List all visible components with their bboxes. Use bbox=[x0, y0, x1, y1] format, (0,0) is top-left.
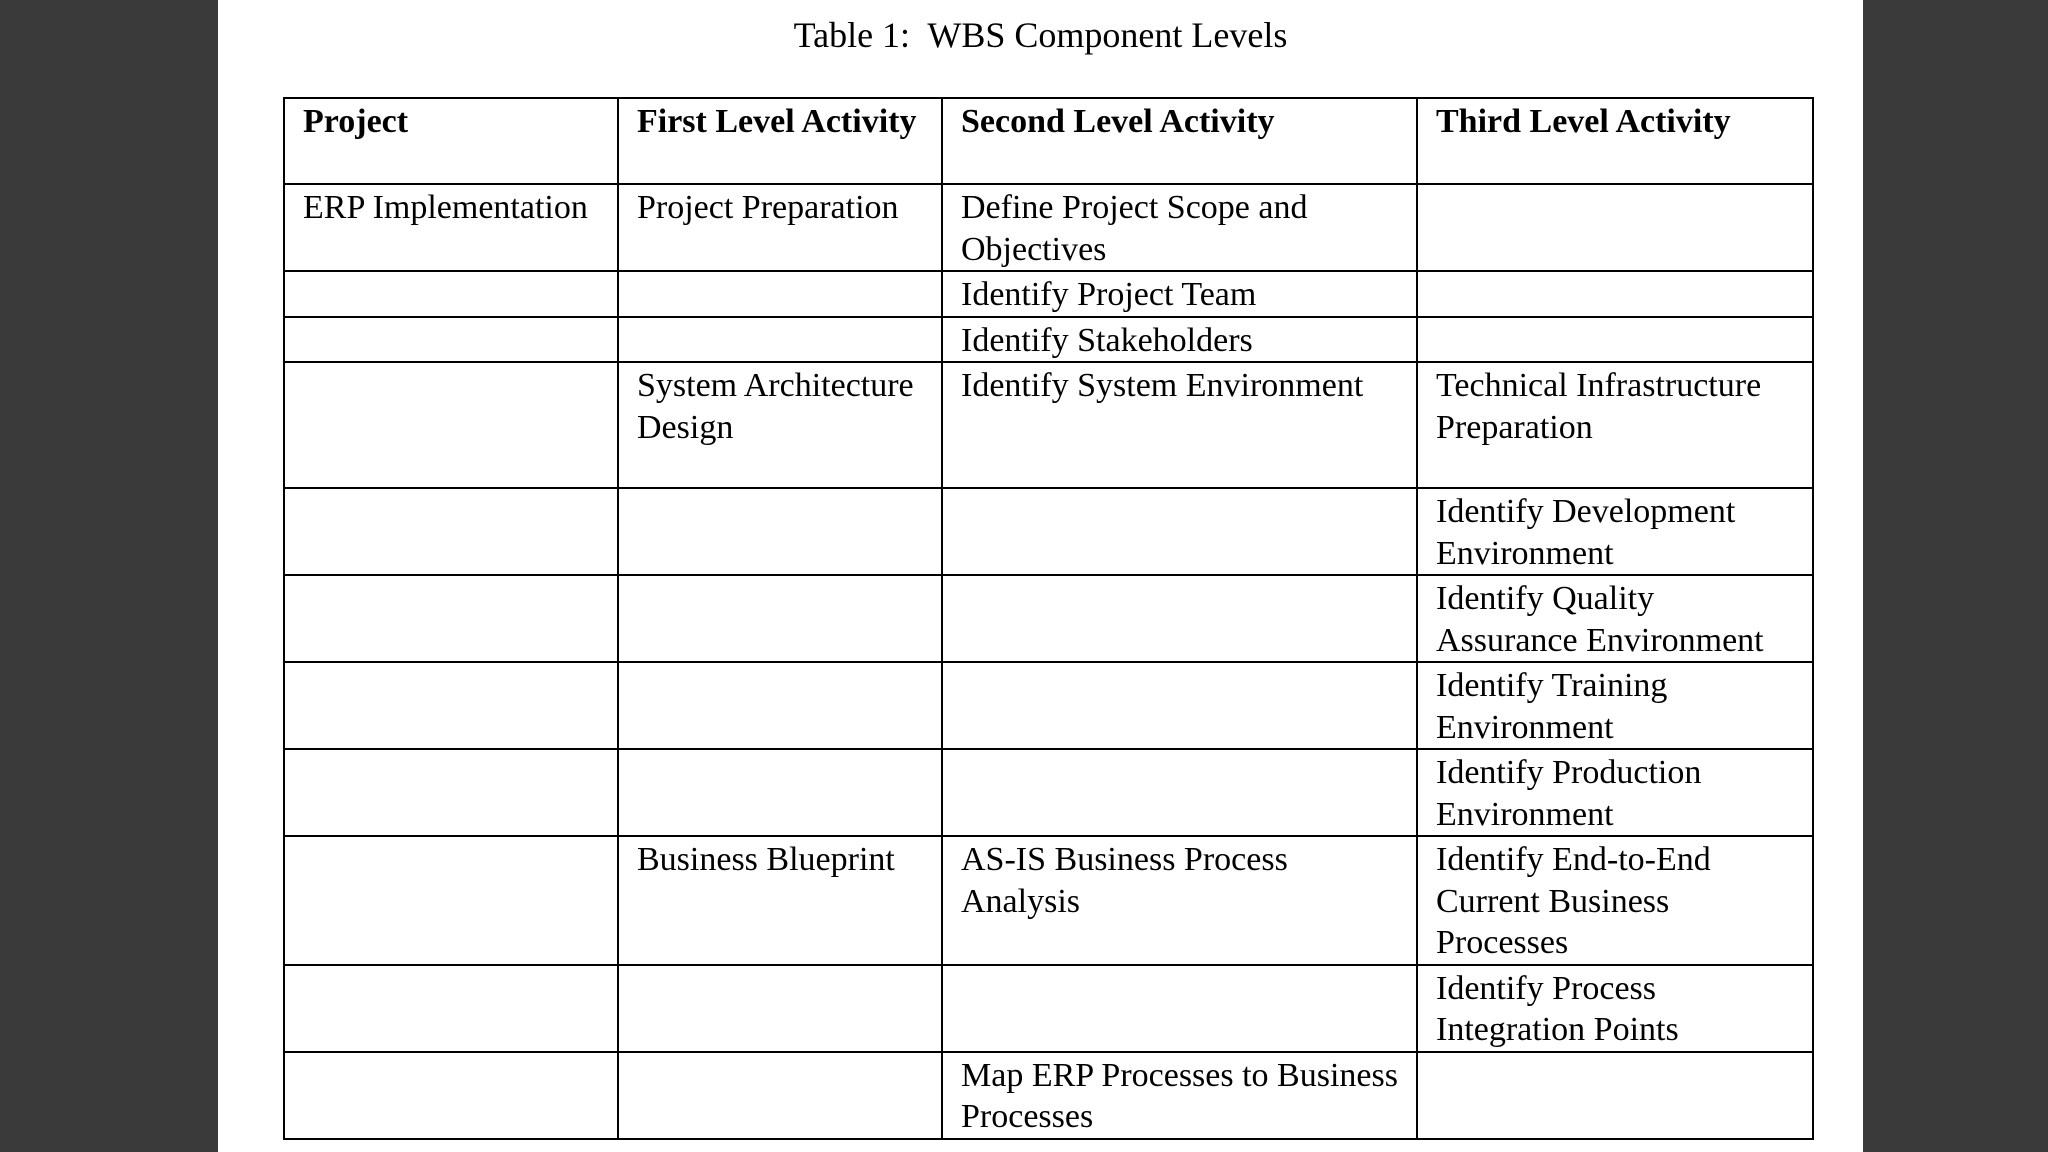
table-row bbox=[284, 575, 1813, 662]
header-third-level-activity: Third Level Activity bbox=[1417, 98, 1813, 184]
cell-second-level: Define Project Scope and Objectives bbox=[942, 184, 1417, 271]
cell-first-level bbox=[618, 749, 942, 836]
cell-first-level bbox=[618, 271, 942, 317]
cell-third-level bbox=[1417, 317, 1813, 363]
cell-third-level: Identify Process Integration Points bbox=[1417, 965, 1813, 1052]
cell-first-level: System Architecture Design bbox=[618, 362, 942, 488]
cell-project bbox=[284, 317, 618, 363]
table-header-row bbox=[284, 98, 1813, 184]
cell-project bbox=[284, 836, 618, 965]
cell-third-level bbox=[1417, 184, 1813, 271]
cell-third-level: Technical Infrastructure Preparation bbox=[1417, 362, 1813, 488]
cell-first-level: Business Blueprint bbox=[618, 836, 942, 965]
cell-first-level bbox=[618, 575, 942, 662]
table-row bbox=[284, 271, 1813, 317]
cell-project bbox=[284, 362, 618, 488]
header-second-level-activity: Second Level Activity bbox=[942, 98, 1417, 184]
table-caption: Table 1: WBS Component Levels bbox=[793, 15, 1288, 55]
table-row bbox=[284, 749, 1813, 836]
cell-third-level: Identify Development Environment bbox=[1417, 488, 1813, 575]
cell-project bbox=[284, 662, 618, 749]
cell-project bbox=[284, 575, 618, 662]
table-row bbox=[284, 488, 1813, 575]
cell-second-level bbox=[942, 662, 1417, 749]
cell-second-level bbox=[942, 965, 1417, 1052]
header-first-level-activity: First Level Activity bbox=[618, 98, 942, 184]
table-row bbox=[284, 965, 1813, 1052]
cell-project bbox=[284, 1052, 618, 1139]
cell-first-level bbox=[618, 488, 942, 575]
cell-third-level bbox=[1417, 1052, 1813, 1139]
cell-first-level bbox=[618, 1052, 942, 1139]
cell-project bbox=[284, 965, 618, 1052]
table-row bbox=[284, 317, 1813, 363]
cell-second-level bbox=[942, 749, 1417, 836]
header-project: Project bbox=[284, 98, 618, 184]
table-row bbox=[284, 362, 1813, 488]
cell-project bbox=[284, 488, 618, 575]
cell-third-level: Identify Production Environment bbox=[1417, 749, 1813, 836]
cell-second-level: Map ERP Processes to Business Processes bbox=[942, 1052, 1417, 1139]
cell-project bbox=[284, 749, 618, 836]
cell-third-level: Identify End-to-End Current Business Processes bbox=[1417, 836, 1813, 965]
cell-first-level bbox=[618, 662, 942, 749]
cell-third-level: Identify Quality Assurance Environment bbox=[1417, 575, 1813, 662]
table-row bbox=[284, 662, 1813, 749]
cell-second-level bbox=[942, 488, 1417, 575]
cell-second-level: Identify Project Team bbox=[942, 271, 1417, 317]
cell-second-level: AS-IS Business Process Analysis bbox=[942, 836, 1417, 965]
cell-first-level bbox=[618, 317, 942, 363]
cell-first-level: Project Preparation bbox=[618, 184, 942, 271]
cell-project: ERP Implementation bbox=[284, 184, 618, 271]
cell-second-level: Identify Stakeholders bbox=[942, 317, 1417, 363]
cell-third-level: Identify Training Environment bbox=[1417, 662, 1813, 749]
wbs-table bbox=[283, 97, 1814, 1140]
cell-project bbox=[284, 271, 618, 317]
cell-second-level bbox=[942, 575, 1417, 662]
cell-first-level bbox=[618, 965, 942, 1052]
document-page bbox=[218, 0, 1863, 1152]
table-row bbox=[284, 1052, 1813, 1139]
cell-second-level: Identify System Environment bbox=[942, 362, 1417, 488]
cell-third-level bbox=[1417, 271, 1813, 317]
table-row bbox=[284, 836, 1813, 965]
table-row bbox=[284, 184, 1813, 271]
